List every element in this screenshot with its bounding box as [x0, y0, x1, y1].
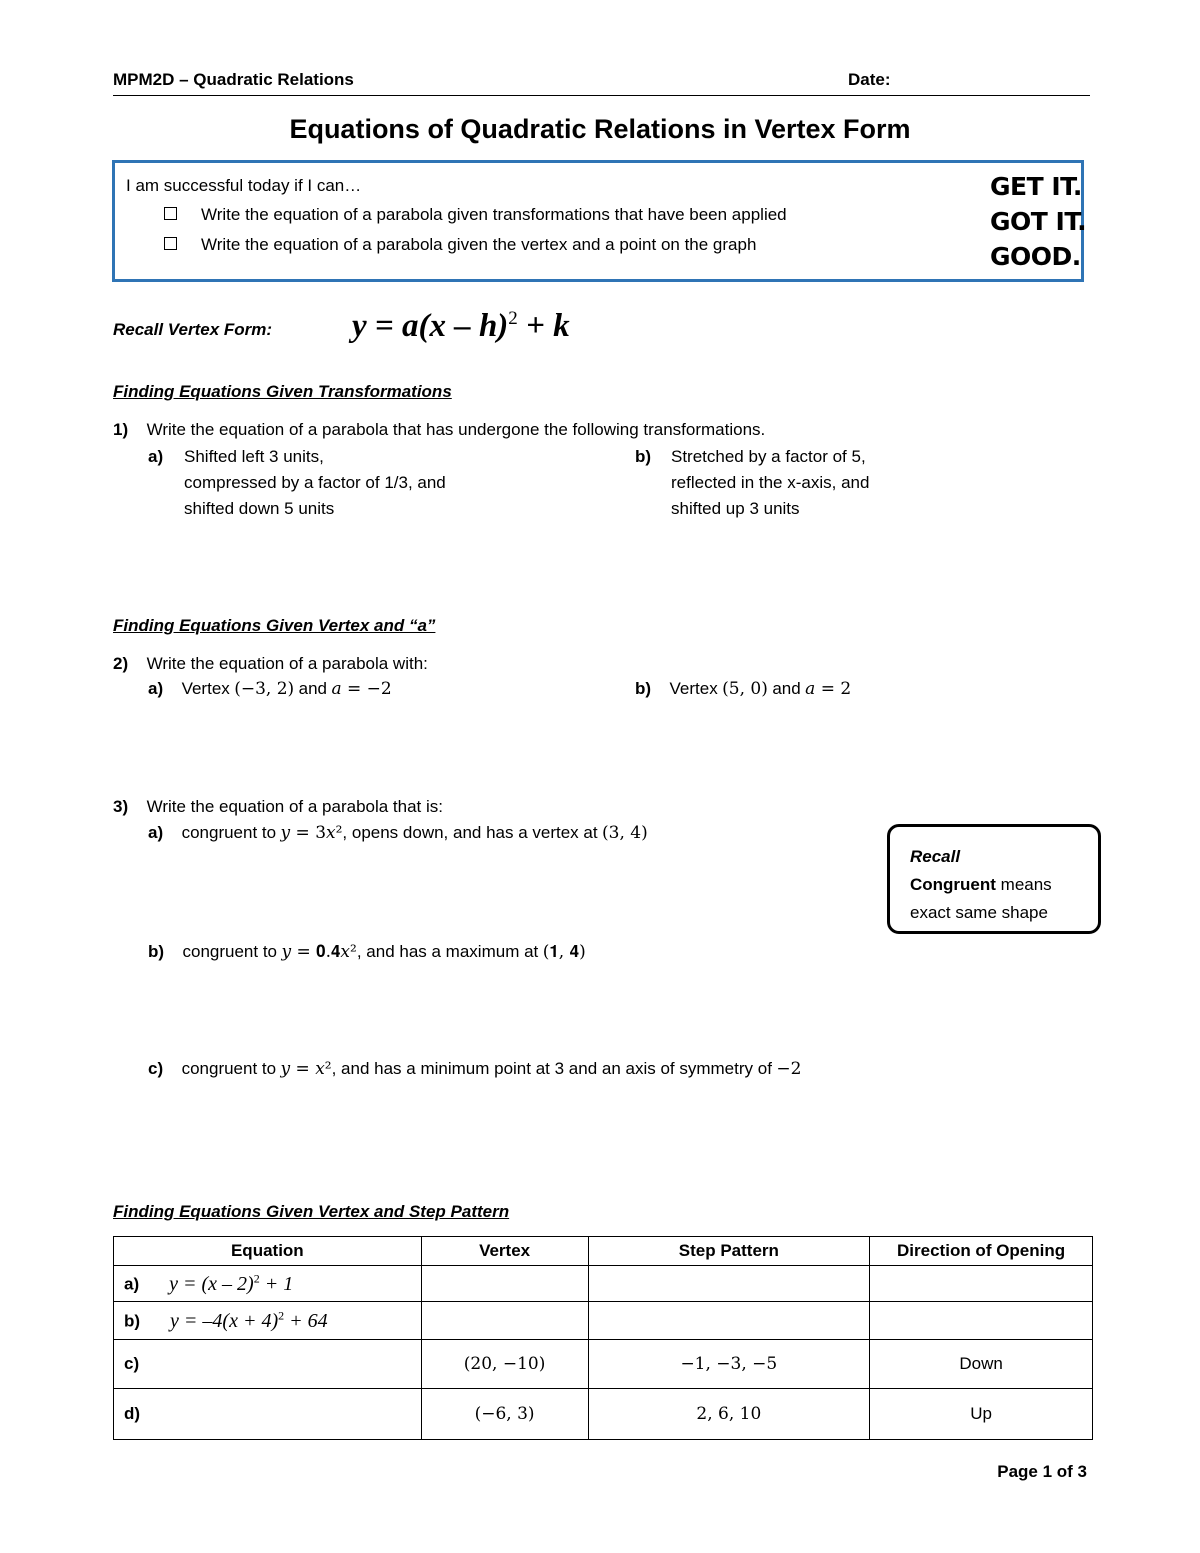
- direction-cell: Down: [870, 1340, 1093, 1389]
- success-item: Write the equation of a parabola given transformations that have been applied: [164, 205, 787, 225]
- question-3b: b) congruent to 𝑦 = 𝟎.𝟒𝑥², and has a maximum at (𝟏, 𝟒): [148, 942, 586, 962]
- table-row: [114, 1302, 1093, 1340]
- column-header: Direction of Opening: [870, 1237, 1093, 1266]
- vertex-form-formula: y = a(x – h)$^2$ + k: [352, 308, 570, 344]
- page-number: Page 1 of 3: [997, 1462, 1087, 1481]
- logo-get-it: GET IT.: [990, 172, 1082, 201]
- step-cell: −1, −3, −5: [588, 1340, 870, 1389]
- section-heading-vertex-a: Finding Equations Given Vertex and “a”: [113, 616, 436, 635]
- question-1: 1) Write the equation of a parabola that has undergone the following transformations.: [113, 420, 766, 439]
- success-intro: I am successful today if I can…: [126, 176, 362, 195]
- page-title: Equations of Quadratic Relations in Vertex Form: [289, 114, 911, 144]
- recall-congruent-box: Recall Congruent means exact same shape: [887, 824, 1101, 934]
- checkbox-icon[interactable]: [164, 237, 177, 250]
- step-cell: 2, 6, 10: [588, 1389, 870, 1440]
- question-3: 3) Write the equation of a parabola that is:: [113, 797, 444, 816]
- equation-cell: b) $y = -4(x + 4)^2 + 64$: [114, 1302, 422, 1340]
- equation-cell[interactable]: d): [114, 1389, 422, 1440]
- equation-cell: a) y = (x – 2)$^2$ + 1: [114, 1266, 422, 1302]
- vertex-cell[interactable]: [421, 1266, 588, 1302]
- logo-got-it: GOT IT.: [990, 207, 1087, 236]
- question-2: 2) Write the equation of a parabola with:: [113, 654, 428, 673]
- vertex-cell: (−6, 3): [421, 1389, 588, 1440]
- direction-cell[interactable]: [870, 1302, 1093, 1340]
- recall-vertex-label: Recall Vertex Form:: [113, 320, 273, 339]
- checkbox-icon[interactable]: [164, 207, 177, 220]
- date-label: Date:: [848, 70, 891, 89]
- question-2b: b) Vertex (5, 0) and 𝑎 = 2: [635, 679, 852, 699]
- table-header-row: [114, 1237, 1093, 1266]
- header-divider: [113, 95, 1090, 96]
- success-item: Write the equation of a parabola given the vertex and a point on the graph: [164, 235, 756, 255]
- equation-cell[interactable]: c): [114, 1340, 422, 1389]
- step-pattern-table: [113, 1236, 1093, 1440]
- question-3a: a) congruent to 𝑦 = 3𝑥², opens down, and has a vertex at (3, 4): [148, 823, 648, 843]
- direction-cell: Up: [870, 1389, 1093, 1440]
- table-row: [114, 1266, 1093, 1302]
- column-header: Equation: [114, 1237, 422, 1266]
- vertex-cell[interactable]: [421, 1302, 588, 1340]
- column-header: Vertex: [421, 1237, 588, 1266]
- vertex-cell: (20, −10): [421, 1340, 588, 1389]
- table-row: [114, 1389, 1093, 1440]
- section-heading-transformations: Finding Equations Given Transformations: [113, 382, 452, 401]
- question-3c: c) congruent to 𝑦 = 𝑥², and has a minimum point at 3 and an axis of symmetry of −2: [148, 1059, 802, 1079]
- question-1a: a) Shifted left 3 units, compressed by a factor of 1/3, and shifted down 5 units: [148, 447, 446, 518]
- table-row: [114, 1340, 1093, 1389]
- logo-good: GOOD.: [990, 242, 1081, 271]
- question-2a: a) Vertex (−3, 2) and 𝑎 = −2: [148, 679, 392, 699]
- step-cell[interactable]: [588, 1266, 870, 1302]
- section-heading-step-pattern: Finding Equations Given Vertex and Step Pattern: [113, 1202, 510, 1221]
- course-header: MPM2D – Quadratic Relations: [113, 70, 354, 89]
- direction-cell[interactable]: [870, 1266, 1093, 1302]
- step-cell[interactable]: [588, 1302, 870, 1340]
- column-header: Step Pattern: [588, 1237, 870, 1266]
- question-1b: b) Stretched by a factor of 5, reflected in the x-axis, and shifted up 3 units: [635, 447, 870, 518]
